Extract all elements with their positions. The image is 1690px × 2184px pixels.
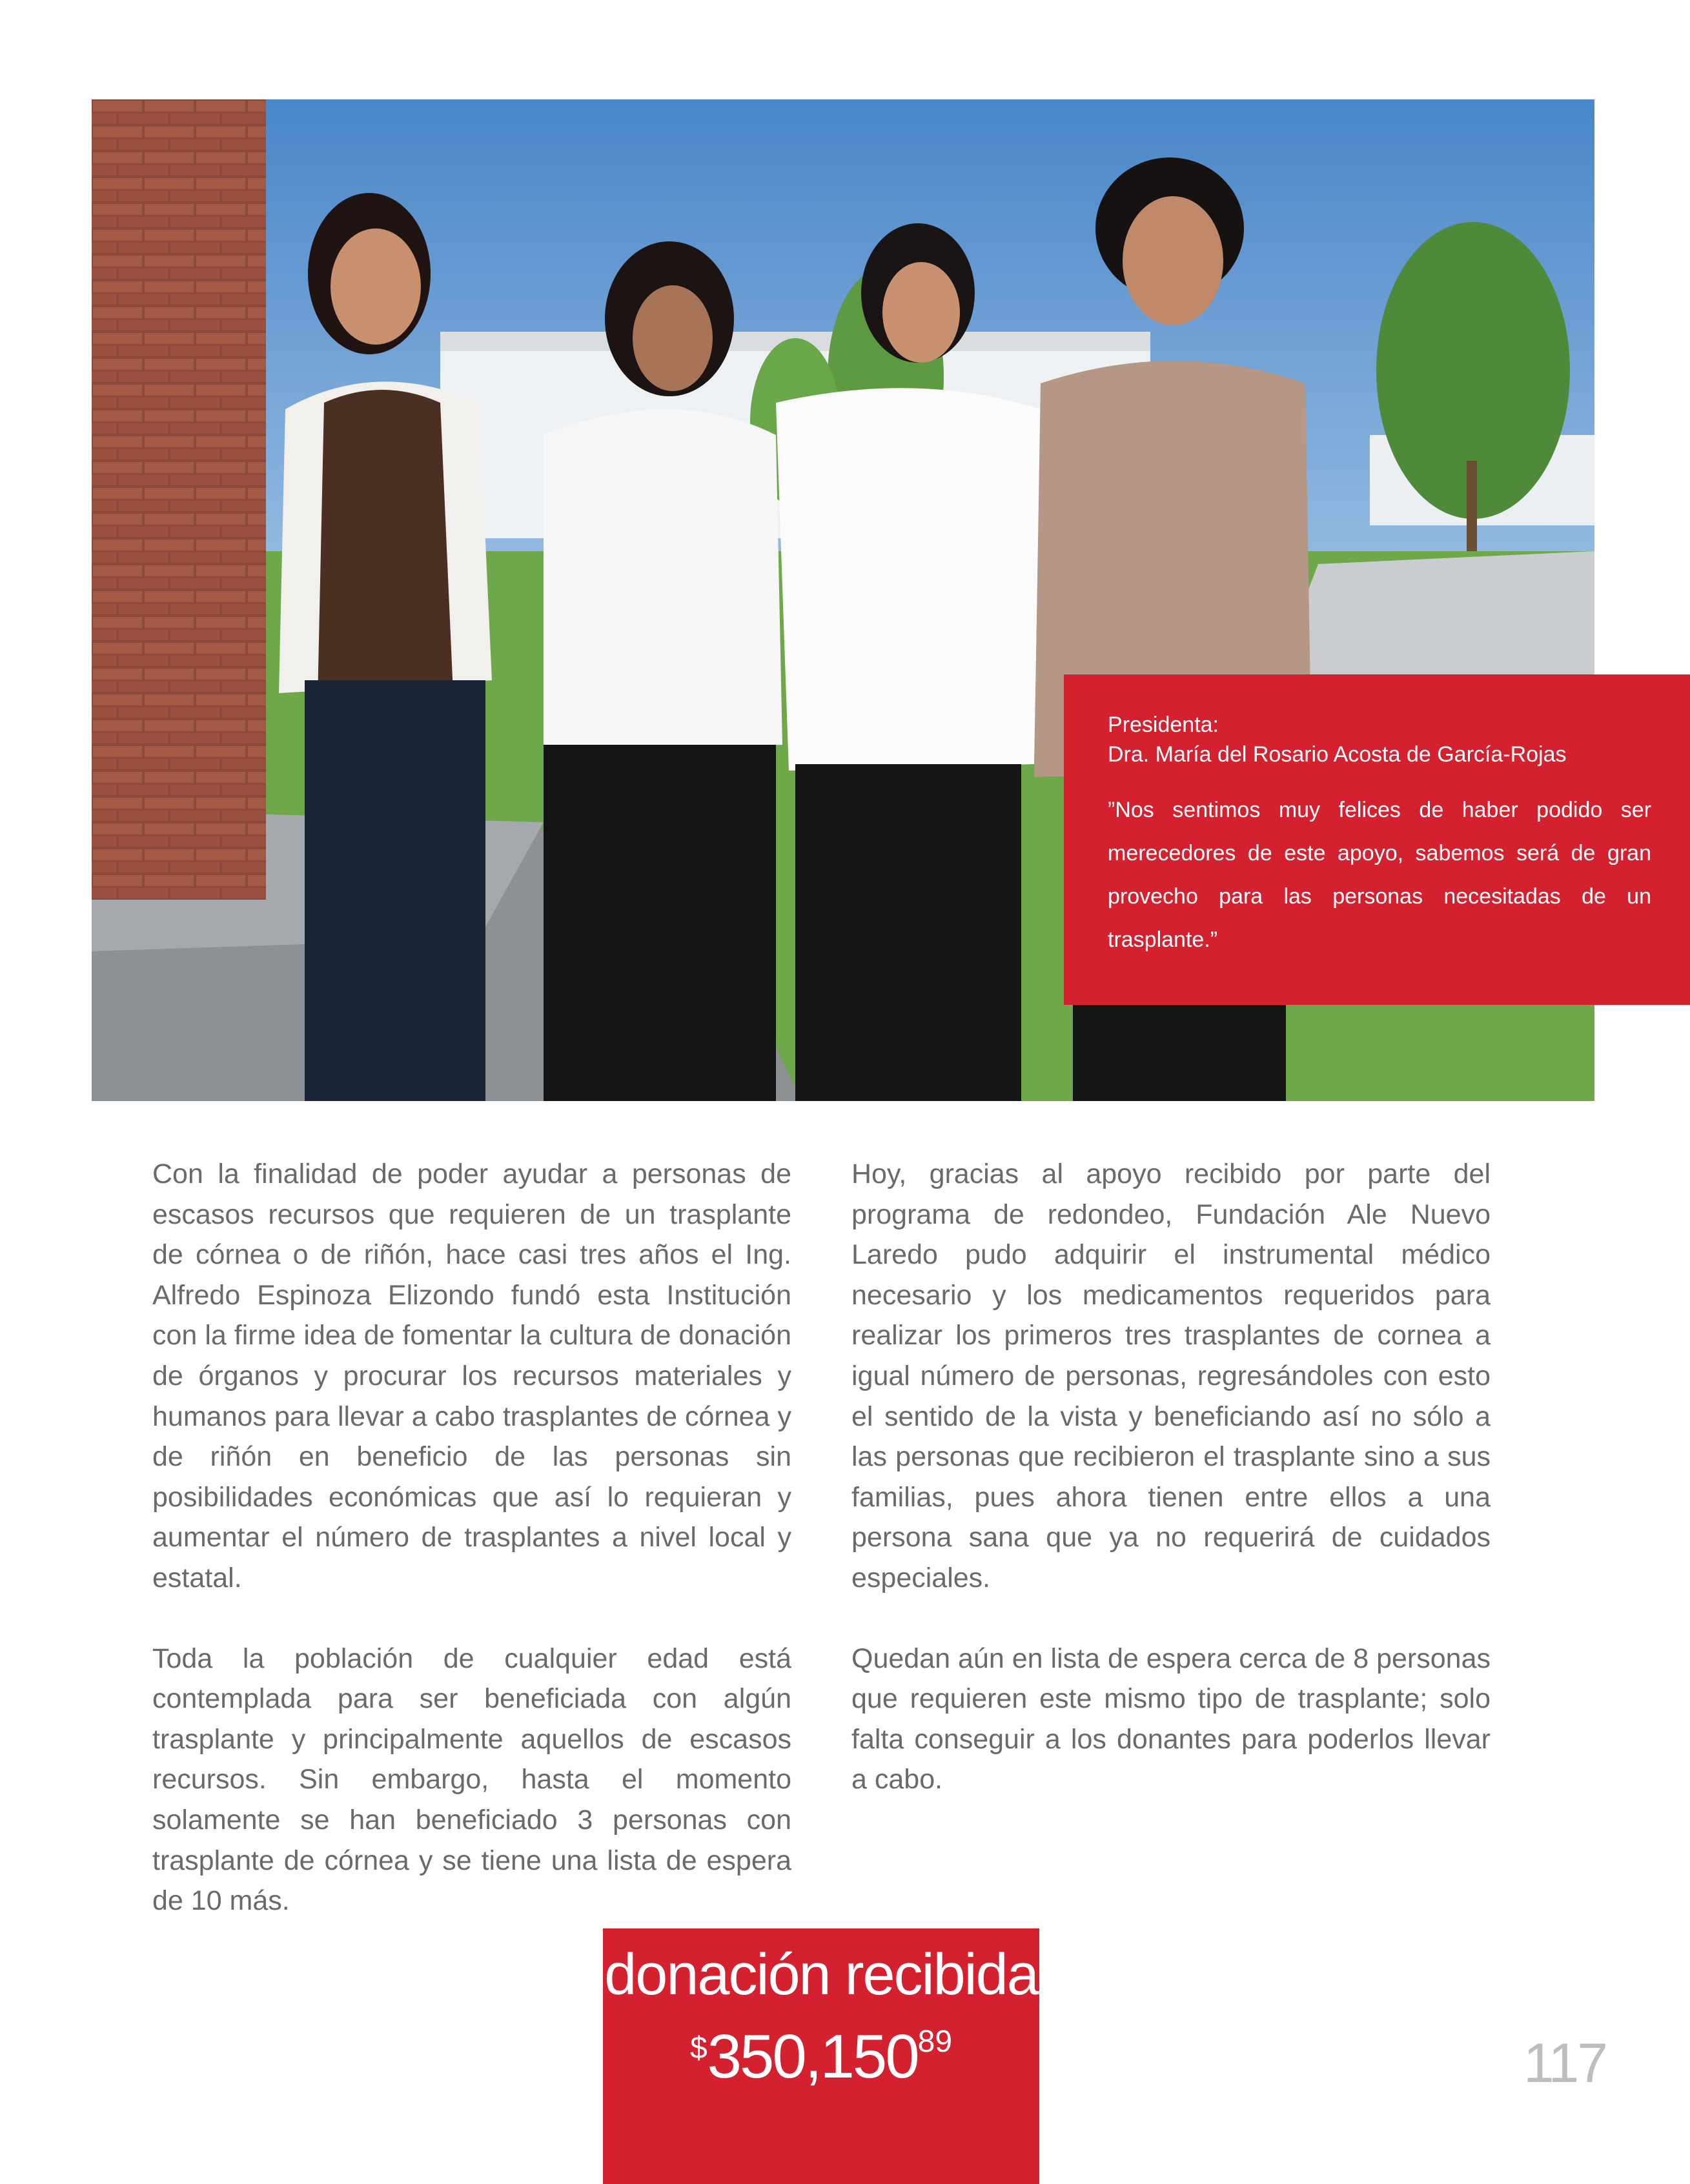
caption-quote: ”Nos sentimos muy felices de haber podido ser merecedores de este apoyo, sabemos será de gran provecho para las personas necesitadas de un trasplante.”	[1108, 798, 1651, 952]
president-caption-box	[1064, 674, 1690, 1005]
body-paragraph: Con la finalidad de poder ayudar a personas de escasos recursos que requieren de un trasplante de córnea o de riñón, hace casi tres años el Ing. Alfredo Espinoza Elizondo fundó esta Institución con la firme idea de fomentar la cultura de donación de órganos y procurar los recursos materiales y humanos para llevar a cabo trasplantes de córnea y de riñón en beneficio de las personas sin posibilidades económicas que así lo requieran y aumentar el número de trasplantes a nivel local y estatal.	[152, 1158, 791, 1593]
body-column-right	[851, 1154, 1491, 1840]
donation-box	[603, 1928, 1039, 2184]
caption-role: Presidenta:	[1108, 713, 1219, 737]
body-paragraph: Toda la población de cualquier edad está contemplada para ser beneficiada con algún trasplante y principalmente aquellos de escasos recursos. Sin embargo, hasta el momento solamente se han beneficiado 3 personas con trasplante de córnea y se tiene una lista de espera de 10 más.	[152, 1643, 791, 1917]
page-number: 117	[1523, 2032, 1607, 2094]
donation-currency: $	[689, 2031, 708, 2065]
donation-label: donación recibida	[604, 1943, 1038, 2007]
donation-amount	[603, 2008, 1039, 2090]
caption-name: Dra. María del Rosario Acosta de García-Rojas	[1108, 742, 1567, 767]
body-paragraph: Quedan aún en lista de espera cerca de 8 personas que requieren este mismo tipo de trasplante; solo falta conseguir a los donantes para poderlos llevar a cabo.	[851, 1643, 1491, 1795]
body-column-left	[152, 1154, 791, 1961]
donation-amount-value: 350,150	[707, 2022, 918, 2091]
donation-cents: 89	[917, 2025, 953, 2059]
body-paragraph: Hoy, gracias al apoyo recibido por parte del programa de redondeo, Fundación Ale Nuevo Laredo pudo adquirir el instrumental médico necesario y los medicamentos requeridos para realizar los primeros tres trasplantes de cornea a igual número de personas, regresándoles con esto el sentido de la vista y beneficiando así no sólo a las personas que recibieron el trasplante sino a sus familias, pues ahora tienen entre ellos a una persona sana que ya no requerirá de cuidados especiales.	[851, 1158, 1491, 1593]
